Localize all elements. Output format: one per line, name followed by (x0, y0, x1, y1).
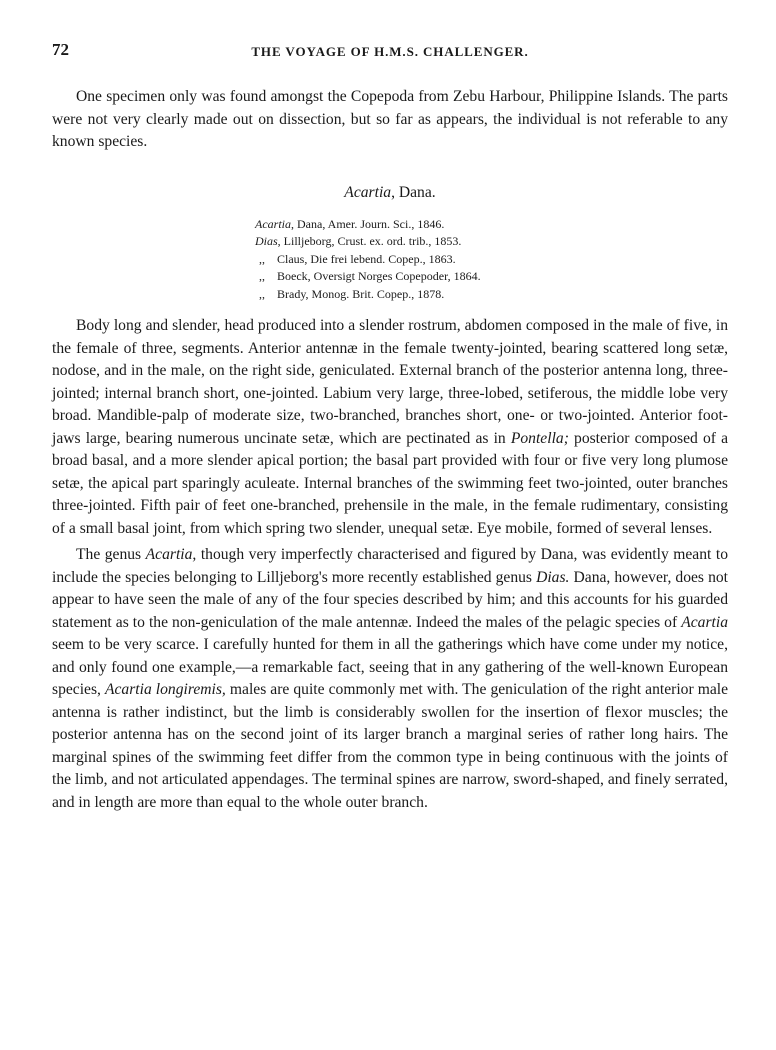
genus-reference: Pontella; (510, 429, 569, 447)
synonymy-entry (255, 216, 728, 234)
description-text: Body long and slender, head produced into a slender rostrum, abdomen composed in the male of five, in the female of three, segments. Anterior antennæ in the female twenty-jointed, bearing scattered long setæ, nodose, and in the male, on the right side, geniculated. External branch of the posterior antenna long, three-jointed; internal branch short, one-jointed. Labium very large, three-lobed, setiferous, the middle lobe very broad. Mandible-palp of moderate size, two-branched, branches short, one- or two-jointed. Anterior foot-jaws large, bearing numerous uncinate setæ, which are pectinated as in (52, 317, 728, 447)
intro-paragraph: One specimen only was found amongst the Copepoda from Zebu Harbour, Philippine Islands. The parts were not very clearly made out on dissection, but so far as appears, the individual is not referable to any known species. (52, 88, 728, 150)
description-text: posterior composed of a broad basal, and a more slender apical portion; the basal part provided with four or five very long plumose setæ, the apical part sparingly aculeate. Internal branches of the swimming feet two-jointed, outer branches three-jointed. Fifth pair of feet one-branched, prehensile in the male, in the female rudimentary, consisting of a small basal joint, from which spring two slender, unequal setæ. Eye mobile, formed of several lenses. (52, 429, 728, 537)
genus-heading (52, 184, 728, 202)
synonym-name: Dias (255, 234, 278, 249)
discussion-text: though very imperfectly characterised and figured by Dana, was evidently meant to include the species belonging to Lilljeborg's more recently established genus (52, 546, 728, 586)
synonym-name: Acartia (255, 216, 291, 231)
running-title: THE VOYAGE OF H.M.S. CHALLENGER. (251, 44, 529, 59)
running-head (52, 40, 728, 64)
genus-reference: Dias. (536, 568, 570, 586)
ditto-mark: ,, (259, 286, 265, 301)
discussion-text: males are quite commonly met with. The geniculation of the right anterior male antenna is rather indistinct, but the limb is considerably swollen for the insertion of flexor muscles; the posterior antenna has on the second joint of its larger branch a marginal series of rather long hairs. The marginal spines of the swimming feet differ from the common type in being continuous with the joints of the limb, and not articulated appendages. The terminal spines are narrow, sword-shaped, and finely serrated, and in length are more than equal to the whole outer branch. (52, 681, 729, 811)
discussion-text: Dana, however, does not appear to have seen the male of any of the four species described by him; and this accounts for his guarded statement as to the non-geniculation of the male antennæ. Indeed the males of the pelagic species of (52, 568, 728, 631)
species-reference: Acartia longiremis, (104, 681, 226, 699)
synonymy-entry (255, 268, 728, 286)
synonymy-entry (255, 251, 728, 269)
genus-authority: , Dana. (391, 183, 436, 201)
genus-reference: Acartia, (145, 546, 197, 564)
synonym-citation: Boeck, Oversigt Norges Copepoder, 1864. (277, 269, 481, 284)
ditto-mark: ,, (259, 251, 265, 266)
genus-name: Acartia (344, 183, 392, 201)
page-number: 72 (52, 40, 69, 59)
synonym-citation: Claus, Die frei lebend. Copep., 1863. (277, 251, 456, 266)
genus-reference: Acartia (681, 613, 728, 631)
genus-discussion (52, 544, 728, 814)
synonym-citation: Brady, Monog. Brit. Copep., 1878. (277, 286, 445, 301)
discussion-text: seem to be very scarce. I carefully hunted for them in all the gatherings which have come under my notice, and only found one example,—a remarkable fact, seeing that in any gathering of the well-known European species, (52, 636, 728, 699)
synonymy-list (255, 216, 728, 304)
synonym-citation: , Lilljeborg, Crust. ex. ord. trib., 1853. (277, 234, 462, 249)
ditto-mark: ,, (259, 269, 265, 284)
genus-description (52, 315, 728, 540)
synonym-citation: , Dana, Amer. Journ. Sci., 1846. (291, 216, 445, 231)
synonymy-entry (255, 233, 728, 251)
discussion-text: The genus (76, 546, 146, 564)
synonymy-entry (255, 286, 728, 304)
